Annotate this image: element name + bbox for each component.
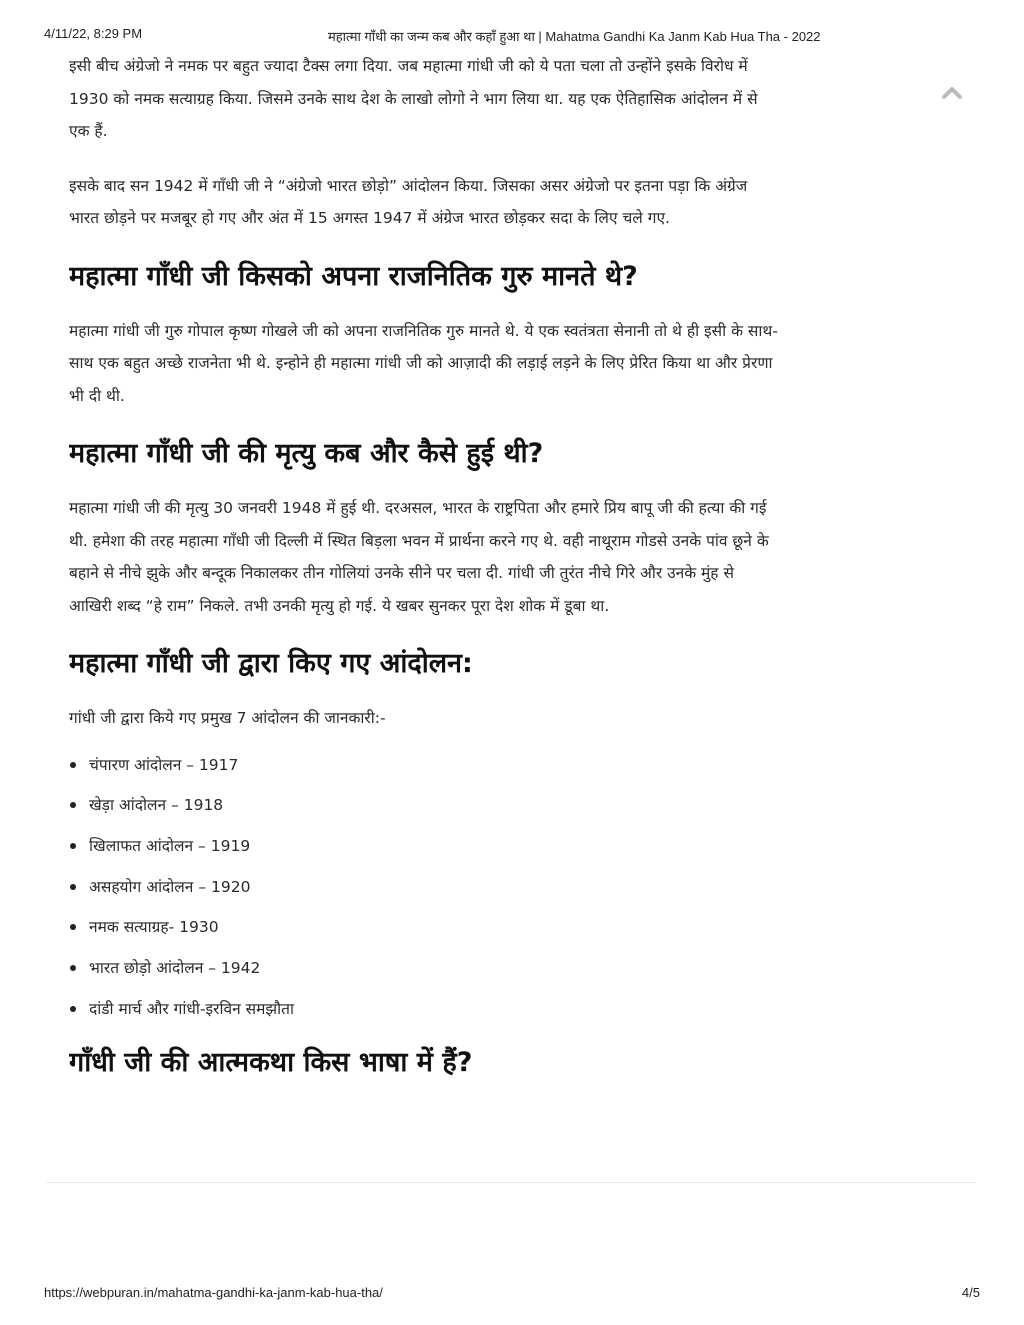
content-divider: [46, 1182, 976, 1183]
list-item: नमक सत्याग्रह- 1930: [69, 907, 779, 948]
print-footer: [0, 1282, 1024, 1306]
list-item: खिलाफत आंदोलन – 1919: [69, 826, 779, 867]
chevron-up-icon: [941, 86, 963, 100]
heading-autobiography: गाँधी जी की आत्मकथा किस भाषा में हैं?: [69, 1047, 473, 1079]
movements-list: [69, 745, 779, 1030]
list-item: चंपारण आंदोलन – 1917: [69, 745, 779, 786]
print-url: https://webpuran.in/mahatma-gandhi-ka-janm-kab-hua-tha/: [44, 1285, 383, 1300]
list-item: असहयोग आंदोलन – 1920: [69, 867, 779, 908]
paragraph-movements-intro: गांधी जी द्वारा किये गए प्रमुख 7 आंदोलन की जानकारी:-: [69, 709, 386, 727]
article-content: [69, 50, 779, 1182]
paragraph-political-guru: महात्मा गांधी जी गुरु गोपाल कृष्ण गोखले जी को अपना राजनितिक गुरु मानते थे. ये एक स्वतंत्रता सेनानी तो थे ही इसी के साथ-साथ एक बहुत अच्छे राजनेता भी थे. इन्होने ही महात्मा गांधी जी को आज़ादी की लड़ाई लड़ने के लिए प्रेरित किया था और प्रेरणा भी दी थी.: [69, 321, 778, 405]
heading-political-guru: महात्मा गाँधी जी किसको अपना राजनितिक गुरु मानते थे?: [69, 260, 638, 292]
scroll-to-top-button[interactable]: [934, 78, 970, 108]
list-item: खेड़ा आंदोलन – 1918: [69, 785, 779, 826]
heading-death: महात्मा गाँधी जी की मृत्यु कब और कैसे हुई थी?: [69, 438, 544, 469]
paragraph-death: महात्मा गांधी जी की मृत्यु 30 जनवरी 1948 में हुई थी. दरअसल, भारत के राष्ट्रपिता और हमारे प्रिय बापू जी की हत्या की गई थी. हमेशा की तरह महात्मा गाँधी जी दिल्ली में स्थित बिड़ला भवन में प्रार्थना करने गए थे. वही नाथूराम गोडसे उनके पांव छूने के बहाने से नीचे झुके और बन्दूक निकालकर तीन गोलियां उनके सीने पर चला दी. गांधी जी तुरंत नीचे गिरे और उनके मुंह से आखिरी शब्द “हे राम” निकले. तभी उनकी मृत्यु हो गई. ये खबर सुनकर पूरा देश शोक में डूबा था.: [69, 499, 769, 615]
list-item: दांडी मार्च और गांधी-इरविन समझौता: [69, 989, 779, 1030]
heading-movements: महात्मा गाँधी जी द्वारा किए गए आंदोलन:: [69, 648, 473, 679]
page-number: 4/5: [961, 1285, 980, 1300]
print-date: 4/11/22, 8:29 PM: [44, 26, 143, 41]
list-item: भारत छोड़ो आंदोलन – 1942: [69, 948, 779, 989]
paragraph-quit-india: इसके बाद सन 1942 में गाँधी जी ने “अंग्रेजो भारत छोड़ो” आंदोलन किया. जिसका असर अंग्रेजो पर इतना पड़ा कि अंग्रेज भारत छोड़ने पर मजबूर हो गए और अंत में 15 अगस्त 1947 में अंग्रेज भारत छोड़कर सदा के लिए चले गए.: [69, 176, 748, 227]
print-page-title: महात्मा गाँधी का जन्म कब और कहाँ हुआ था | Mahatma Gandhi Ka Janm Kab Hua Tha - 2022: [328, 29, 821, 44]
paragraph-salt-satyagraha: इसी बीच अंग्रेजो ने नमक पर बहुत ज्यादा टैक्स लगा दिया. जब महात्मा गांधी जी को ये पता चला तो उन्होंने इसके विरोध में 1930 को नमक सत्याग्रह किया. जिसमे उनके साथ देश के लाखो लोगो ने भाग लिया था. यह एक ऐतिहासिक आंदोलन में से एक हैं.: [69, 57, 758, 140]
